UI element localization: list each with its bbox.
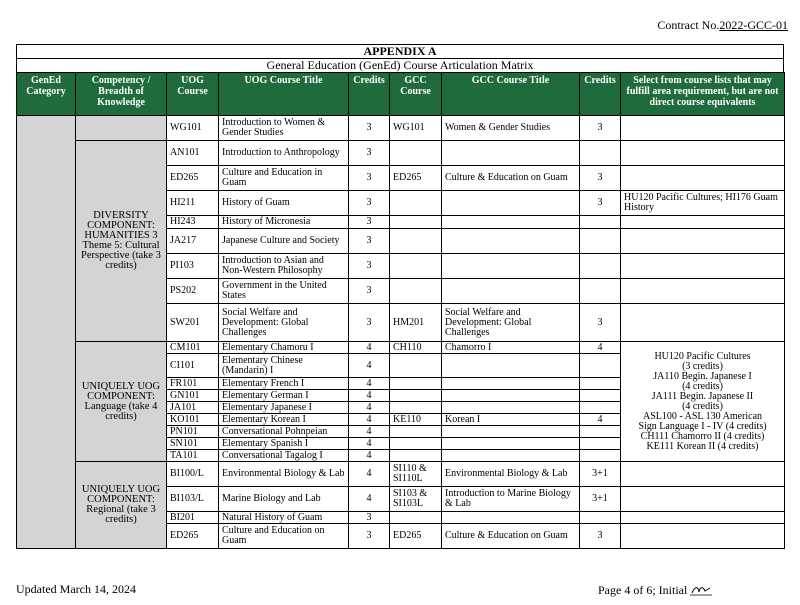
gcc-credits: 4: [580, 414, 621, 426]
uog-credits: 3: [349, 216, 390, 229]
contract-label: Contract No.: [657, 18, 720, 32]
uog-course: BI103/L: [167, 487, 219, 512]
language-component-label: UNIQUELY UOG COMPONENT: Language (take 4 credits): [76, 342, 167, 462]
articulation-matrix: [16, 72, 785, 549]
uog-course-title: Conversational Tagalog I: [219, 450, 349, 462]
select-list-cell: [621, 254, 785, 279]
uog-course: BI201: [167, 512, 219, 524]
gcc-credits: 3+1: [580, 462, 621, 487]
gcc-course: [390, 279, 442, 304]
updated-date: Updated March 14, 2024: [16, 582, 136, 596]
language-select-note: [621, 342, 785, 462]
uog-course-title: Culture and Education on Guam: [219, 524, 349, 549]
gcc-course-title: [442, 390, 580, 402]
uog-course-title: Culture and Education in Guam: [219, 166, 349, 191]
gcc-course: [390, 426, 442, 438]
gcc-credits: 3: [580, 191, 621, 216]
page-number: Page 4 of 6; Initial: [598, 583, 688, 597]
uog-credits: 4: [349, 390, 390, 402]
gcc-credits: [580, 402, 621, 414]
uog-credits: 3: [349, 116, 390, 141]
gcc-course: SI103 & SI103L: [390, 487, 442, 512]
uog-course: WG101: [167, 116, 219, 141]
gcc-course-title: [442, 354, 580, 378]
uog-credits: 4: [349, 462, 390, 487]
gcc-course-title: [442, 438, 580, 450]
select-list-cell: [621, 279, 785, 304]
uog-course-title: History of Guam: [219, 191, 349, 216]
gcc-credits: [580, 426, 621, 438]
uog-credits: 3: [349, 191, 390, 216]
uog-course: FR101: [167, 378, 219, 390]
gcc-course: [390, 354, 442, 378]
uog-course: CI101: [167, 354, 219, 378]
gcc-course: [390, 512, 442, 524]
uog-credits: 3: [349, 141, 390, 166]
col-header-uog-course: UOG Course: [167, 73, 219, 116]
uog-credits: 3: [349, 524, 390, 549]
select-list-cell: [621, 141, 785, 166]
matrix-body: [17, 116, 785, 549]
select-list-cell: [621, 304, 785, 342]
gcc-credits: [580, 279, 621, 304]
uog-course-title: Marine Biology and Lab: [219, 487, 349, 512]
select-list-cell: [621, 487, 785, 512]
uog-course: PS202: [167, 279, 219, 304]
gcc-course: [390, 378, 442, 390]
uog-credits: 3: [349, 279, 390, 304]
appendix-title: APPENDIX A: [16, 44, 784, 58]
header-row: [17, 73, 785, 116]
uog-course: CM101: [167, 342, 219, 354]
gcc-course: SI110 & SI110L: [390, 462, 442, 487]
gcc-course-title: [442, 426, 580, 438]
gcc-course: [390, 438, 442, 450]
gcc-credits: [580, 354, 621, 378]
uog-course-title: Conversational Pohnpeian: [219, 426, 349, 438]
uog-course: ED265: [167, 524, 219, 549]
gcc-credits: [580, 512, 621, 524]
gcc-course-title: [442, 450, 580, 462]
uog-course-title: Elementary German I: [219, 390, 349, 402]
note-line: HU120 Pacific Cultures: [654, 350, 751, 362]
gcc-course: CH110: [390, 342, 442, 354]
gcc-course-title: [442, 402, 580, 414]
gcc-credits: [580, 216, 621, 229]
note-line: (4 credits): [682, 380, 723, 392]
uog-credits: 4: [349, 402, 390, 414]
uog-course: PN101: [167, 426, 219, 438]
uog-course-title: Elementary Chinese (Mandarin) I: [219, 354, 349, 378]
uog-credits: 4: [349, 426, 390, 438]
uog-course-title: Government in the United States: [219, 279, 349, 304]
gcc-course: WG101: [390, 116, 442, 141]
gcc-course-title: [442, 141, 580, 166]
table-row: [17, 462, 785, 487]
uog-course: HI243: [167, 216, 219, 229]
note-line: (4 credits): [682, 400, 723, 412]
page-footer: [598, 582, 712, 598]
table-row: [17, 342, 785, 354]
gcc-credits: [580, 229, 621, 254]
uog-course-title: Environmental Biology & Lab: [219, 462, 349, 487]
gcc-course: [390, 402, 442, 414]
gcc-credits: 4: [580, 342, 621, 354]
uog-course-title: Introduction to Asian and Non-Western Philosophy: [219, 254, 349, 279]
contract-id: 2022-GCC-01: [719, 18, 788, 32]
select-list-cell: [621, 524, 785, 549]
col-header-gcc-credits: Credits: [580, 73, 621, 116]
select-list-cell: [621, 512, 785, 524]
note-line: JA111 Begin. Japanese II: [651, 390, 754, 402]
uog-course: BI100/L: [167, 462, 219, 487]
uog-course: GN101: [167, 390, 219, 402]
uog-course: JA217: [167, 229, 219, 254]
gcc-course-title: Chamorro I: [442, 342, 580, 354]
gcc-course-title: [442, 229, 580, 254]
gcc-course-title: [442, 191, 580, 216]
matrix-title: General Education (GenEd) Course Articulation Matrix: [16, 58, 784, 72]
uog-credits: 4: [349, 414, 390, 426]
uog-course-title: Elementary Spanish I: [219, 438, 349, 450]
select-list-cell: [621, 166, 785, 191]
uog-course-title: Elementary French I: [219, 378, 349, 390]
gcc-course: HM201: [390, 304, 442, 342]
gcc-credits: 3: [580, 166, 621, 191]
gcc-course-title: Social Welfare and Development: Global Challenges: [442, 304, 580, 342]
gcc-course-title: Introduction to Marine Biology & Lab: [442, 487, 580, 512]
col-header-gened-category: GenEd Category: [17, 73, 76, 116]
uog-credits: 4: [349, 342, 390, 354]
col-header-gcc-course-title: GCC Course Title: [442, 73, 580, 116]
diversity-component-label: DIVERSITY COMPONENT: HUMANITIES 3 Theme 5: Cultural Perspective (take 3 credits): [76, 141, 167, 342]
uog-course-title: Elementary Japanese I: [219, 402, 349, 414]
col-header-uog-credits: Credits: [349, 73, 390, 116]
gcc-course: [390, 229, 442, 254]
gcc-course: ED265: [390, 524, 442, 549]
uog-course: ED265: [167, 166, 219, 191]
uog-course-title: Natural History of Guam: [219, 512, 349, 524]
gcc-course: [390, 141, 442, 166]
gcc-course: [390, 191, 442, 216]
gcc-course-title: Environmental Biology & Lab: [442, 462, 580, 487]
uog-course-title: Introduction to Women & Gender Studies: [219, 116, 349, 141]
col-header-uog-course-title: UOG Course Title: [219, 73, 349, 116]
uog-course: KO101: [167, 414, 219, 426]
uog-course: SW201: [167, 304, 219, 342]
uog-course-title: Japanese Culture and Society: [219, 229, 349, 254]
table-row: [17, 141, 785, 166]
gcc-course-title: Culture & Education on Guam: [442, 166, 580, 191]
gcc-course-title: [442, 216, 580, 229]
uog-credits: 4: [349, 487, 390, 512]
select-list-cell: [621, 229, 785, 254]
gcc-credits: 3+1: [580, 487, 621, 512]
uog-course-title: Introduction to Anthropology: [219, 141, 349, 166]
col-header-select-lists: Select from course lists that may fulfill area requirement, but are not direct course equivalents: [621, 73, 785, 116]
uog-course: JA101: [167, 402, 219, 414]
gcc-credits: [580, 390, 621, 402]
gened-category-cell: [17, 116, 76, 549]
gcc-course-title: Women & Gender Studies: [442, 116, 580, 141]
uog-credits: 3: [349, 254, 390, 279]
uog-course: AN101: [167, 141, 219, 166]
note-line: JA110 Begin. Japanese I: [653, 370, 752, 382]
uog-credits: 3: [349, 166, 390, 191]
gcc-course-title: Korean I: [442, 414, 580, 426]
col-header-competency: Competency / Breadth of Knowledge: [76, 73, 167, 116]
uog-credits: 4: [349, 450, 390, 462]
uog-course-title: Social Welfare and Development: Global Challenges: [219, 304, 349, 342]
gcc-credits: 3: [580, 304, 621, 342]
uog-credits: 4: [349, 378, 390, 390]
uog-credits: 3: [349, 512, 390, 524]
note-line: (3 credits): [682, 360, 723, 372]
uog-course-title: History of Micronesia: [219, 216, 349, 229]
gcc-credits: [580, 254, 621, 279]
initial-signature-icon: [690, 584, 712, 596]
table-row: [17, 116, 785, 141]
select-list-cell: [621, 116, 785, 141]
gcc-course: KE110: [390, 414, 442, 426]
appendix-sheet: [16, 44, 784, 549]
note-line: KE111 Korean II (4 credits): [646, 440, 759, 452]
gcc-credits: [580, 378, 621, 390]
competency-cell: [76, 116, 167, 141]
note-line: Sign Language I - IV (4 credits): [638, 420, 767, 432]
uog-credits: 3: [349, 304, 390, 342]
uog-credits: 4: [349, 438, 390, 450]
gcc-credits: [580, 450, 621, 462]
gcc-course-title: [442, 279, 580, 304]
gcc-course: [390, 390, 442, 402]
select-list-cell: [621, 462, 785, 487]
uog-course: SN101: [167, 438, 219, 450]
uog-course: HI211: [167, 191, 219, 216]
humanities-select-note: HU120 Pacific Cultures; HI176 Guam History: [621, 191, 785, 216]
gcc-course-title: [442, 254, 580, 279]
uog-course-title: Elementary Korean I: [219, 414, 349, 426]
regional-component-label: UNIQUELY UOG COMPONENT: Regional (take 3 credits): [76, 462, 167, 549]
gcc-course: ED265: [390, 166, 442, 191]
gcc-course-title: Culture & Education on Guam: [442, 524, 580, 549]
col-header-gcc-course: GCC Course: [390, 73, 442, 116]
note-line: CH111 Chamorro II (4 credits): [640, 430, 765, 442]
uog-credits: 3: [349, 229, 390, 254]
contract-number: [657, 18, 788, 33]
uog-course: PI103: [167, 254, 219, 279]
uog-course-title: Elementary Chamoru I: [219, 342, 349, 354]
gcc-credits: [580, 438, 621, 450]
gcc-credits: 3: [580, 116, 621, 141]
gcc-course-title: [442, 378, 580, 390]
gcc-course-title: [442, 512, 580, 524]
gcc-course: [390, 450, 442, 462]
uog-course: TA101: [167, 450, 219, 462]
gcc-course: [390, 254, 442, 279]
gcc-course: [390, 216, 442, 229]
gcc-credits: 3: [580, 524, 621, 549]
uog-credits: 4: [349, 354, 390, 378]
select-list-cell: [621, 216, 785, 229]
note-line: ASL100 - ASL 130 American: [642, 410, 763, 422]
gcc-credits: [580, 141, 621, 166]
